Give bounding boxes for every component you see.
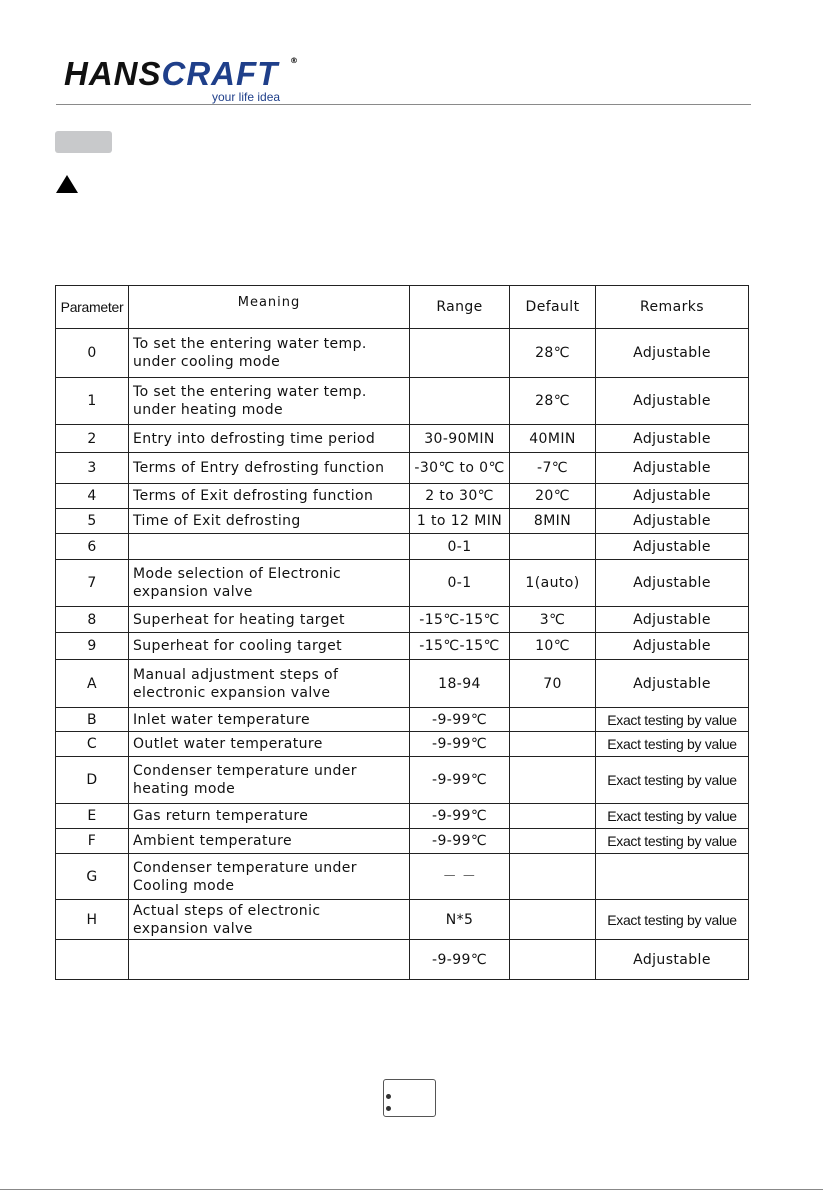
meaning-line: Manual adjustment steps of bbox=[133, 666, 339, 683]
parameter-default: 20℃ bbox=[510, 484, 596, 509]
table-row bbox=[56, 829, 749, 854]
meaning-line: under heating mode bbox=[133, 402, 284, 418]
header-meaning: Meaning bbox=[129, 286, 410, 329]
parameter-meaning bbox=[129, 829, 410, 854]
registered-mark: ® bbox=[290, 56, 298, 65]
table-row bbox=[56, 660, 749, 708]
parameter-table bbox=[55, 285, 749, 980]
parameter-default bbox=[510, 940, 596, 980]
header-default: Default bbox=[510, 286, 596, 329]
parameter-range: -9-99℃ bbox=[410, 829, 510, 854]
table-row bbox=[56, 453, 749, 484]
table-row bbox=[56, 708, 749, 732]
parameter-default bbox=[510, 900, 596, 940]
parameter-code: G bbox=[56, 854, 129, 900]
parameter-default: 8MIN bbox=[510, 509, 596, 534]
parameter-range: -9-99℃ bbox=[410, 940, 510, 980]
parameter-remarks: Adjustable bbox=[596, 633, 749, 660]
parameter-default: 70 bbox=[510, 660, 596, 708]
parameter-code: B bbox=[56, 708, 129, 732]
section-tab bbox=[55, 131, 112, 153]
parameter-range bbox=[410, 329, 510, 378]
parameter-range: 30-90MIN bbox=[410, 425, 510, 453]
parameter-code: D bbox=[56, 757, 129, 804]
parameter-meaning bbox=[129, 329, 410, 378]
meaning-line: Terms of Entry defrosting function bbox=[133, 460, 385, 476]
parameter-default bbox=[510, 829, 596, 854]
parameter-meaning bbox=[129, 453, 410, 484]
parameter-default: 3℃ bbox=[510, 607, 596, 633]
table-row bbox=[56, 940, 749, 980]
header-divider bbox=[56, 104, 751, 105]
parameter-meaning bbox=[129, 633, 410, 660]
parameter-range: 0-1 bbox=[410, 534, 510, 560]
table-row bbox=[56, 854, 749, 900]
parameter-range: -9-99℃ bbox=[410, 757, 510, 804]
parameter-meaning bbox=[129, 708, 410, 732]
parameter-remarks: Exact testing by value bbox=[596, 804, 749, 829]
parameter-remarks: Adjustable bbox=[596, 484, 749, 509]
parameter-remarks: Adjustable bbox=[596, 425, 749, 453]
meaning-line: To set the entering water temp. bbox=[133, 384, 367, 400]
table-row bbox=[56, 607, 749, 633]
parameter-range: 0-1 bbox=[410, 560, 510, 607]
meaning-line: Superheat for heating target bbox=[133, 611, 345, 628]
meaning-line: Condenser temperature under bbox=[133, 859, 357, 876]
meaning-line: To set the entering water temp. bbox=[133, 336, 367, 352]
parameter-remarks: Adjustable bbox=[596, 534, 749, 560]
parameter-code: F bbox=[56, 829, 129, 854]
table-body bbox=[56, 329, 749, 980]
parameter-default bbox=[510, 804, 596, 829]
parameter-meaning bbox=[129, 757, 410, 804]
meaning-line: Gas return temperature bbox=[133, 808, 309, 824]
parameter-remarks: Adjustable bbox=[596, 560, 749, 607]
table-row bbox=[56, 484, 749, 509]
parameter-range: -15℃-15℃ bbox=[410, 633, 510, 660]
parameter-meaning bbox=[129, 378, 410, 425]
parameter-code: 5 bbox=[56, 509, 129, 534]
header-range: Range bbox=[410, 286, 510, 329]
parameter-code: 0 bbox=[56, 329, 129, 378]
parameter-remarks: Adjustable bbox=[596, 378, 749, 425]
meaning-line: Time of Exit defrosting bbox=[133, 513, 301, 529]
table-row bbox=[56, 804, 749, 829]
unit-port-icon bbox=[386, 1094, 391, 1099]
parameter-meaning bbox=[129, 484, 410, 509]
meaning-line: Cooling mode bbox=[133, 877, 235, 894]
parameter-range: -9-99℃ bbox=[410, 708, 510, 732]
table-row bbox=[56, 633, 749, 660]
parameter-default: 28℃ bbox=[510, 378, 596, 425]
brand-tagline: your life idea bbox=[212, 90, 281, 104]
parameter-meaning bbox=[129, 425, 410, 453]
parameter-default bbox=[510, 732, 596, 757]
parameter-range: － － bbox=[410, 854, 510, 900]
meaning-line: Condenser temperature under bbox=[133, 763, 357, 779]
parameter-range: 1 to 12 MIN bbox=[410, 509, 510, 534]
meaning-line: under cooling mode bbox=[133, 354, 281, 370]
parameter-range: -9-99℃ bbox=[410, 804, 510, 829]
meaning-line: Actual steps of electronic bbox=[133, 902, 321, 919]
table-row bbox=[56, 900, 749, 940]
parameter-code: 3 bbox=[56, 453, 129, 484]
parameter-code: 1 bbox=[56, 378, 129, 425]
parameter-code: E bbox=[56, 804, 129, 829]
parameter-remarks: Exact testing by value bbox=[596, 900, 749, 940]
table-row bbox=[56, 534, 749, 560]
parameter-meaning bbox=[129, 940, 410, 980]
parameter-default: 10℃ bbox=[510, 633, 596, 660]
table-row bbox=[56, 329, 749, 378]
parameter-code: A bbox=[56, 660, 129, 708]
brand-logo bbox=[64, 55, 298, 104]
parameter-remarks: Adjustable bbox=[596, 660, 749, 708]
meaning-line: Superheat for cooling target bbox=[133, 638, 343, 654]
parameter-default: 1(auto) bbox=[510, 560, 596, 607]
meaning-line: Outlet water temperature bbox=[133, 736, 323, 752]
meaning-line: Terms of Exit defrosting function bbox=[133, 488, 374, 504]
meaning-line: expansion valve bbox=[133, 920, 253, 937]
parameter-remarks: Exact testing by value bbox=[596, 708, 749, 732]
parameter-meaning bbox=[129, 560, 410, 607]
table-row bbox=[56, 509, 749, 534]
parameter-default: 40MIN bbox=[510, 425, 596, 453]
parameter-remarks: Adjustable bbox=[596, 607, 749, 633]
table-row bbox=[56, 732, 749, 757]
parameter-range: 2 to 30℃ bbox=[410, 484, 510, 509]
header-remarks: Remarks bbox=[596, 286, 749, 329]
page-bottom-edge bbox=[0, 1189, 823, 1190]
parameter-meaning bbox=[129, 534, 410, 560]
parameter-meaning bbox=[129, 607, 410, 633]
meaning-line: electronic expansion valve bbox=[133, 684, 331, 701]
parameter-code: 7 bbox=[56, 560, 129, 607]
parameter-range: N*5 bbox=[410, 900, 510, 940]
parameter-meaning bbox=[129, 660, 410, 708]
parameter-remarks: Exact testing by value bbox=[596, 757, 749, 804]
meaning-line: Inlet water temperature bbox=[133, 711, 310, 728]
parameter-default bbox=[510, 708, 596, 732]
parameter-code: 8 bbox=[56, 607, 129, 633]
table-row bbox=[56, 425, 749, 453]
parameter-remarks: Adjustable bbox=[596, 509, 749, 534]
parameter-meaning bbox=[129, 900, 410, 940]
table-header-row bbox=[56, 286, 749, 329]
unit-port-icon bbox=[386, 1106, 391, 1111]
meaning-line: heating mode bbox=[133, 781, 236, 797]
parameter-meaning bbox=[129, 804, 410, 829]
table-row bbox=[56, 560, 749, 607]
table-row bbox=[56, 757, 749, 804]
parameter-remarks: Adjustable bbox=[596, 329, 749, 378]
parameter-code: 9 bbox=[56, 633, 129, 660]
parameter-remarks: Adjustable bbox=[596, 940, 749, 980]
parameter-range bbox=[410, 378, 510, 425]
meaning-line: Ambient temperature bbox=[133, 833, 293, 849]
parameter-meaning bbox=[129, 732, 410, 757]
parameter-code: 4 bbox=[56, 484, 129, 509]
parameter-remarks: Adjustable bbox=[596, 453, 749, 484]
meaning-line: Entry into defrosting time period bbox=[133, 430, 376, 447]
header-parameter: Parameter bbox=[56, 286, 129, 329]
parameter-range: 18-94 bbox=[410, 660, 510, 708]
parameter-code: C bbox=[56, 732, 129, 757]
parameter-code bbox=[56, 940, 129, 980]
parameter-default bbox=[510, 757, 596, 804]
parameter-default bbox=[510, 854, 596, 900]
parameter-remarks: Exact testing by value bbox=[596, 732, 749, 757]
parameter-default: -7℃ bbox=[510, 453, 596, 484]
parameter-meaning bbox=[129, 509, 410, 534]
heat-pump-unit-icon bbox=[383, 1079, 436, 1117]
parameter-default: 28℃ bbox=[510, 329, 596, 378]
meaning-line: expansion valve bbox=[133, 584, 253, 600]
brand-wordmark: HANSCRAFT bbox=[64, 55, 279, 92]
parameter-code: 2 bbox=[56, 425, 129, 453]
warning-triangle-icon bbox=[56, 175, 78, 193]
meaning-line: Mode selection of Electronic bbox=[133, 566, 342, 582]
table-row bbox=[56, 378, 749, 425]
parameter-range: -15℃-15℃ bbox=[410, 607, 510, 633]
parameter-code: H bbox=[56, 900, 129, 940]
parameter-default bbox=[510, 534, 596, 560]
parameter-remarks: Exact testing by value bbox=[596, 829, 749, 854]
parameter-range: -30℃ to 0℃ bbox=[410, 453, 510, 484]
parameter-remarks bbox=[596, 854, 749, 900]
parameter-range: -9-99℃ bbox=[410, 732, 510, 757]
parameter-code: 6 bbox=[56, 534, 129, 560]
parameter-meaning bbox=[129, 854, 410, 900]
